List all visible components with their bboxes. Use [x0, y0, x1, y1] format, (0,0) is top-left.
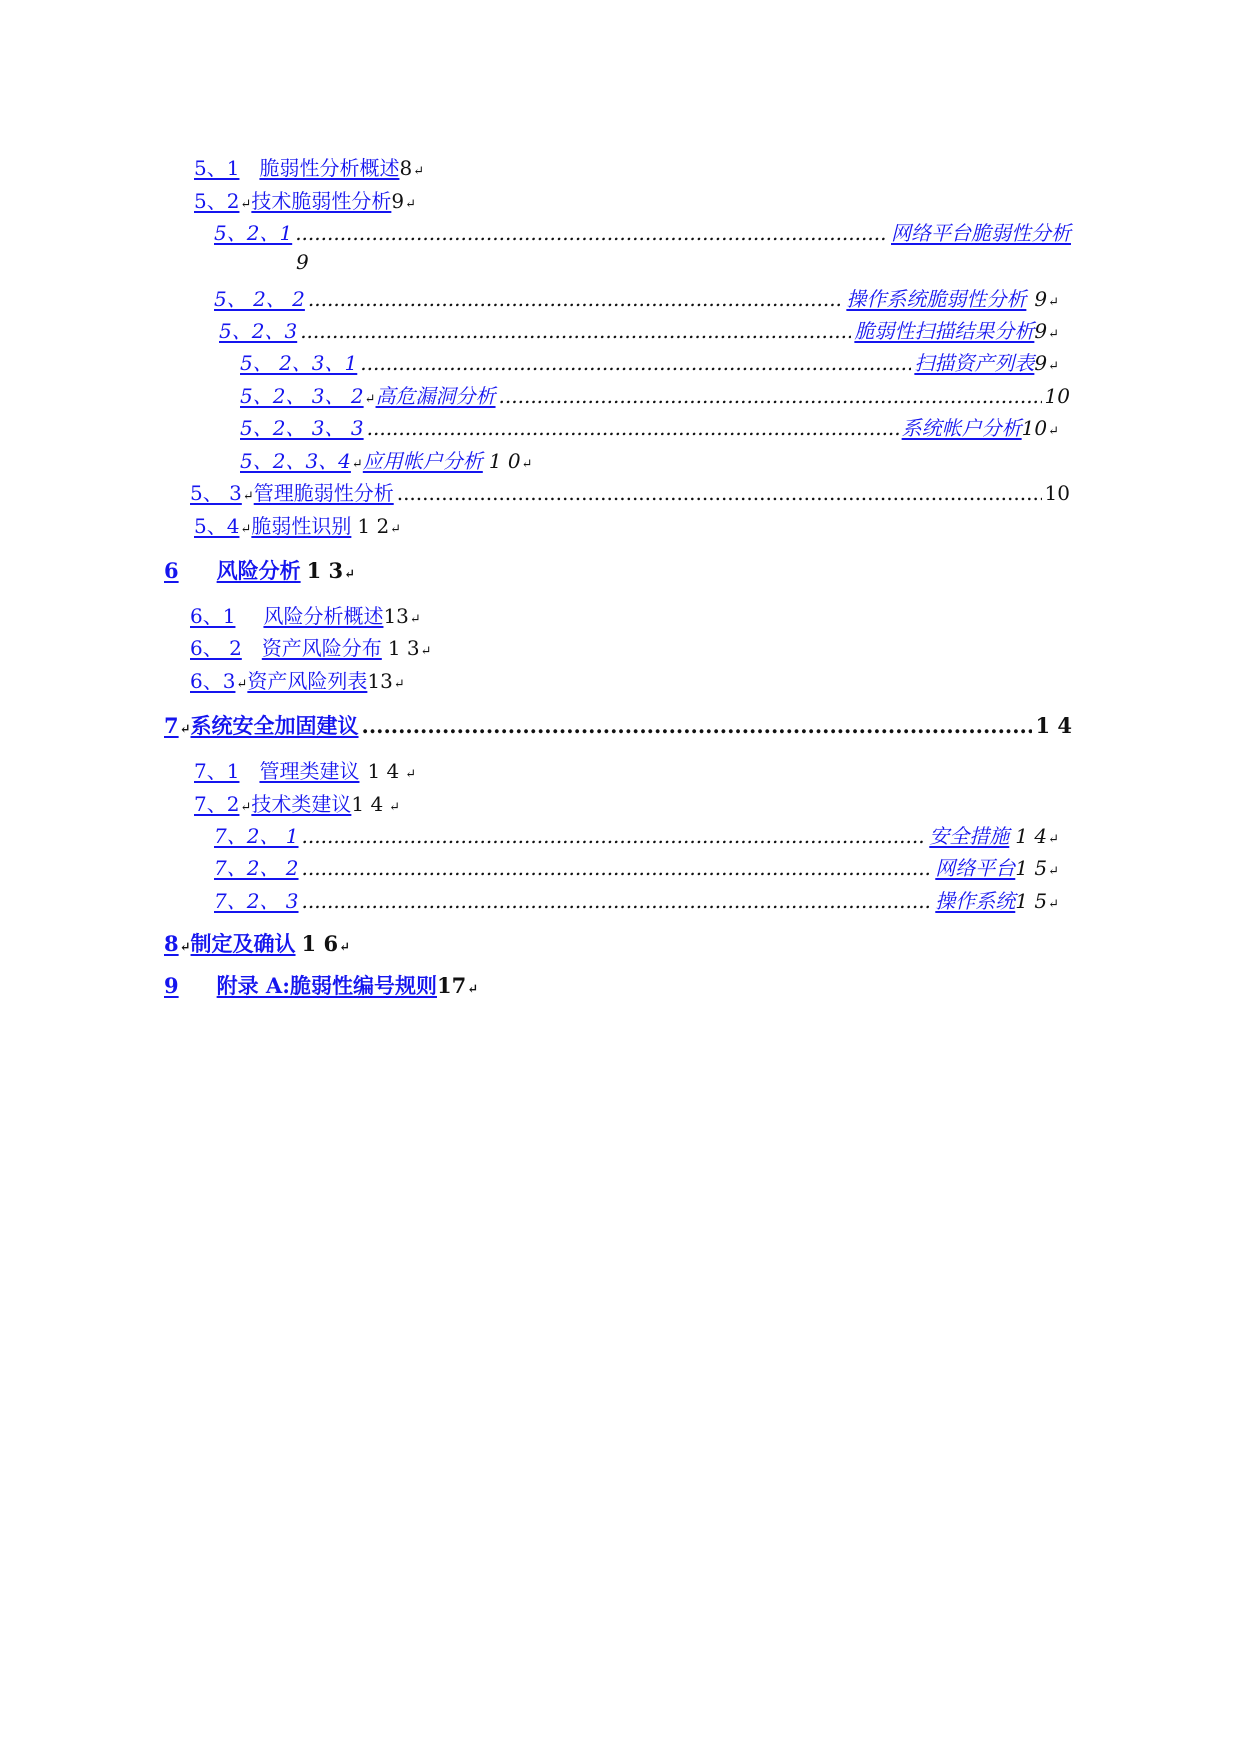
paragraph-mark: ↵ — [344, 567, 356, 582]
paragraph-mark: ↵ — [393, 677, 405, 692]
toc-title[interactable]: 脆弱性分析概述 — [259, 156, 400, 180]
toc-entry-6-2[interactable] — [190, 632, 432, 661]
paragraph-mark: ↵ — [409, 612, 421, 627]
toc-entry-5-2-3-4[interactable] — [240, 445, 533, 474]
toc-number[interactable]: 5、2、 3、 2 — [240, 384, 364, 408]
toc-number[interactable]: 5、2、 3、 3 — [240, 416, 364, 440]
toc-entry-5-2-3-2[interactable] — [240, 380, 1070, 409]
toc-page-number: 10 — [1044, 481, 1070, 505]
toc-page-number: 1 5 — [1015, 856, 1048, 880]
toc-page-number: 13 — [367, 669, 393, 693]
toc-number[interactable]: 7 — [164, 713, 179, 738]
toc-title[interactable]: 高危漏洞分析 — [375, 384, 496, 408]
paragraph-mark: ↵ — [521, 457, 533, 472]
toc-title[interactable]: 风险分析概述 — [263, 604, 384, 628]
toc-number[interactable]: 5、2 — [194, 189, 240, 213]
toc-title[interactable]: 系统帐户分析 — [901, 416, 1022, 440]
toc-number[interactable]: 9 — [164, 973, 179, 998]
paragraph-mark: ↵ — [467, 982, 479, 997]
paragraph-mark: ↵ — [1048, 864, 1059, 879]
toc-leader — [295, 221, 888, 245]
toc-page-number: 1 0 — [488, 449, 521, 473]
toc-page-number: 1 4 — [351, 792, 384, 816]
paragraph-mark: ↵ — [1048, 359, 1059, 374]
toc-page-number: 1 4 — [367, 759, 400, 783]
toc-number[interactable]: 7、2、 2 — [214, 856, 299, 880]
paragraph-mark: ↵ — [364, 392, 376, 407]
toc-title[interactable]: 脆弱性扫描结果分析 — [854, 319, 1035, 343]
toc-page-number: 9 — [1034, 351, 1048, 375]
paragraph-mark: ↵ — [351, 457, 363, 472]
toc-page-number: 1 5 — [1015, 889, 1048, 913]
toc-number[interactable]: 7、1 — [194, 759, 240, 783]
paragraph-mark: ↵ — [405, 197, 416, 212]
toc-number[interactable]: 5、 3 — [190, 481, 242, 505]
toc-page-number: 1 6 — [301, 931, 339, 956]
toc-leader — [302, 824, 927, 848]
toc-entry-5-2-2[interactable] — [214, 283, 1059, 312]
toc-number[interactable]: 7、2、 3 — [214, 889, 299, 913]
paragraph-mark: ↵ — [1048, 897, 1059, 912]
paragraph-mark: ↵ — [405, 767, 417, 782]
toc-entry-6-1[interactable] — [190, 600, 421, 629]
toc-entry-7-2-2[interactable] — [214, 852, 1059, 881]
toc-title[interactable]: 操作系统脆弱性分析 — [846, 287, 1027, 311]
paragraph-mark: ↵ — [339, 940, 350, 955]
toc-leader — [300, 319, 851, 343]
toc-number[interactable]: 6、1 — [190, 604, 236, 628]
toc-page-number: 8 — [399, 156, 413, 180]
toc-number[interactable]: 7、2、 1 — [214, 824, 299, 848]
paragraph-mark: ↵ — [240, 800, 252, 815]
paragraph-mark: ↵ — [389, 800, 401, 815]
toc-number[interactable]: 5、 2、3、1 — [240, 351, 358, 375]
toc-page-number: 17 — [436, 973, 467, 998]
toc-entry-7-2-3[interactable] — [214, 885, 1059, 914]
toc-title[interactable]: 网络平台脆弱性分析 — [891, 221, 1071, 245]
toc-leader — [397, 481, 1042, 505]
toc-page-number: 9 — [1034, 287, 1048, 311]
paragraph-mark: ↵ — [179, 940, 191, 955]
toc-entry-5-2[interactable] — [194, 185, 416, 214]
toc-entry-5-2-3[interactable] — [219, 315, 1059, 344]
toc-entry-5-2-1[interactable] — [214, 217, 1071, 246]
toc-title[interactable]: 应用帐户分析 — [362, 449, 483, 473]
toc-number[interactable]: 5、4 — [194, 514, 240, 538]
toc-entry-7-1[interactable] — [194, 755, 416, 784]
toc-title[interactable]: 安全措施 — [929, 824, 1010, 848]
toc-leader — [308, 287, 843, 311]
toc-number[interactable]: 6 — [164, 558, 179, 583]
toc-title[interactable]: 系统安全加固建议 — [190, 713, 359, 738]
toc-leader — [360, 351, 911, 375]
toc-entry-8[interactable] — [164, 928, 350, 958]
toc-page-number: 10 — [1021, 416, 1048, 440]
paragraph-mark: ↵ — [420, 644, 432, 659]
toc-leader — [302, 856, 933, 880]
toc-entry-7-2[interactable] — [194, 788, 400, 817]
paragraph-mark: ↵ — [413, 164, 425, 179]
toc-page-number: 1 4 — [1015, 824, 1048, 848]
toc-entry-6-3[interactable] — [190, 665, 405, 694]
toc-title[interactable]: 附录 A:脆弱性编号规则 — [216, 973, 437, 998]
toc-entry-5-1[interactable] — [194, 152, 424, 181]
paragraph-mark: ↵ — [1048, 832, 1059, 847]
toc-number[interactable]: 8 — [164, 931, 179, 956]
toc-entry-7-2-1[interactable] — [214, 820, 1059, 849]
toc-entry-9[interactable] — [164, 970, 478, 1000]
toc-number[interactable]: 5、 2、 2 — [214, 287, 305, 311]
paragraph-mark: ↵ — [1048, 424, 1059, 439]
toc-title[interactable]: 风险分析 — [216, 558, 301, 583]
toc-title[interactable]: 管理类建议 — [259, 759, 360, 783]
toc-leader — [362, 713, 1033, 738]
toc-page-number: 9 — [391, 189, 405, 213]
paragraph-mark: ↵ — [1048, 295, 1059, 310]
toc-title[interactable]: 网络平台 — [935, 856, 1016, 880]
toc-title[interactable]: 资产风险分布 — [261, 636, 382, 660]
toc-leader — [367, 416, 899, 440]
paragraph-mark: ↵ — [179, 722, 191, 737]
toc-title[interactable]: 扫描资产列表 — [914, 351, 1035, 375]
toc-page-number: 1 3 — [306, 558, 344, 583]
paragraph-mark: ↵ — [1048, 327, 1059, 342]
toc-title[interactable]: 脆弱性识别 — [251, 514, 352, 538]
toc-entry-5-2-3-3[interactable] — [240, 412, 1059, 441]
paragraph-mark: ↵ — [390, 522, 402, 537]
toc-entry-5-4[interactable] — [194, 510, 401, 539]
toc-number[interactable]: 6、3 — [190, 669, 236, 693]
toc-title[interactable]: 技术类建议 — [251, 792, 352, 816]
toc-title[interactable]: 技术脆弱性分析 — [251, 189, 392, 213]
paragraph-mark: ↵ — [240, 197, 252, 212]
toc-title[interactable]: 操作系统 — [935, 889, 1016, 913]
toc-page-number: 1 3 — [387, 636, 420, 660]
paragraph-mark: ↵ — [236, 677, 248, 692]
toc-page-number: 1 4 — [1035, 713, 1072, 738]
toc-page-number: 9 — [296, 250, 309, 274]
toc-leader — [499, 384, 1042, 408]
toc-entry-5-3[interactable] — [190, 477, 1070, 506]
toc-number[interactable]: 6、 2 — [190, 636, 242, 660]
toc-page-number: 13 — [383, 604, 409, 628]
toc-entry-6[interactable] — [164, 555, 355, 585]
toc-title[interactable]: 管理脆弱性分析 — [253, 481, 394, 505]
toc-number[interactable]: 5、2、3 — [219, 319, 298, 343]
paragraph-mark: ↵ — [240, 522, 252, 537]
toc-entry-5-2-3-1[interactable] — [240, 347, 1059, 376]
toc-leader — [302, 889, 933, 913]
toc-title[interactable]: 制定及确认 — [190, 931, 296, 956]
toc-number[interactable]: 5、1 — [194, 156, 240, 180]
toc-number[interactable]: 5、2、1 — [214, 221, 293, 245]
toc-page-number: 1 2 — [357, 514, 390, 538]
paragraph-mark: ↵ — [242, 489, 254, 504]
toc-number[interactable]: 5、2、3、4 — [240, 449, 351, 473]
toc-page-number: 9 — [1034, 319, 1048, 343]
toc-number[interactable]: 7、2 — [194, 792, 240, 816]
toc-entry-7[interactable] — [164, 710, 1072, 740]
toc-entry-5-2-1-page — [296, 250, 309, 274]
toc-title[interactable]: 资产风险列表 — [247, 669, 368, 693]
toc-page-number: 10 — [1044, 384, 1070, 408]
